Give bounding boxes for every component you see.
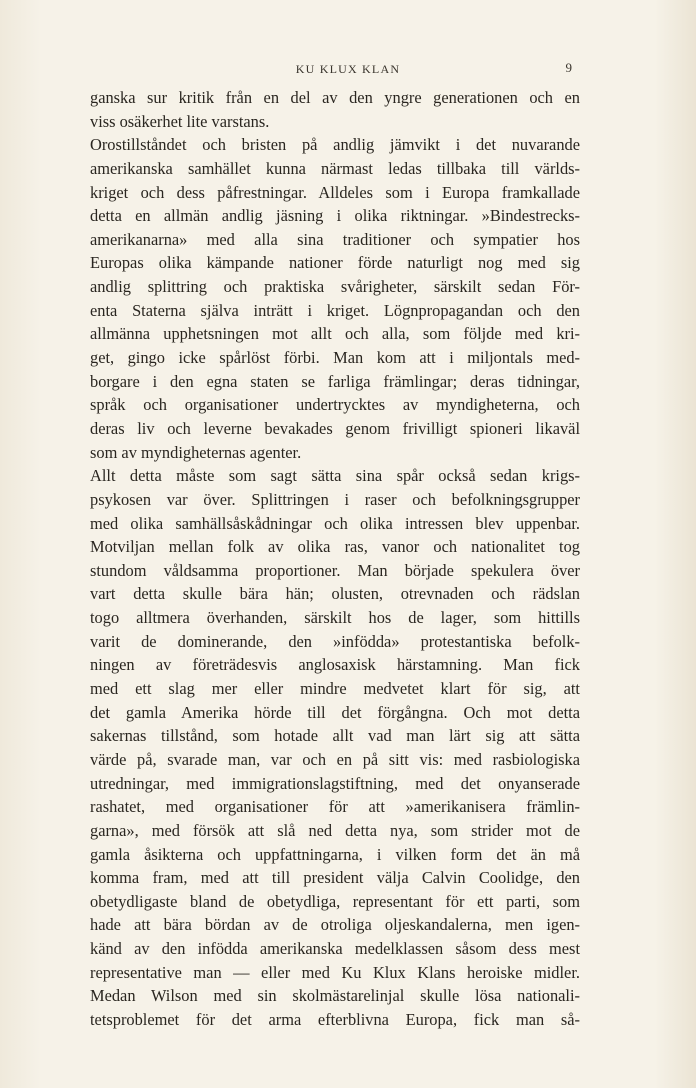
text-line: borgare i den egna staten se farliga främlingar; deras tidningar, xyxy=(90,371,580,391)
text-line: obetydligaste bland de obetydliga, representant för ett parti, som xyxy=(90,891,580,911)
text-line: Allt detta måste som sagt sätta sina spår också sedan krigs- xyxy=(90,466,580,486)
text-line: sakernas tillstånd, som hotade allt vad man lärt sig att sätta xyxy=(90,726,580,746)
text-line: varit de dominerande, den »infödda» protestantiska befolk- xyxy=(90,631,580,651)
text-line: ningen av företrädesvis anglosaxisk härstamning. Man fick xyxy=(90,655,580,675)
text-line: rashatet, med organisationer för att »amerikanisera främlin- xyxy=(90,797,580,817)
text-line: Orostillståndet och bristen på andlig jämvikt i det nuvarande xyxy=(90,135,580,155)
text-line: med olika samhällsåskådningar och olika intressen blev uppenbar. xyxy=(90,513,580,533)
text-line: enta Staterna själva inträtt i kriget. Lögnpropagandan och den xyxy=(90,300,580,320)
text-line: amerikanska samhället kunna närmast ledas tillbaka till världs- xyxy=(90,158,580,178)
text-line: Motviljan mellan folk av olika ras, vanor och nationalitet tog xyxy=(90,537,580,557)
text-line: komma fram, med att till president välja Calvin Coolidge, den xyxy=(90,868,580,888)
text-line: vart detta skulle bära hän; olusten, otrevnaden och rädslan xyxy=(90,584,580,604)
text-line: deras liv och leverne bevakades genom frivilligt spioneri likaväl xyxy=(90,418,580,438)
text-line: ganska sur kritik från en del av den yngre generationen och en xyxy=(90,88,580,107)
text-line: detta en allmän andlig jäsning i olika riktningar. »Bindestrecks- xyxy=(90,206,580,226)
text-line: det gamla Amerika hörde till det förgångna. Och mot detta xyxy=(90,702,580,722)
text-line: kriget och dess påfrestningar. Alldeles som i Europa framkallade xyxy=(90,182,580,202)
text-line: Medan Wilson med sin skolmästarelinjal skulle lösa nationali- xyxy=(90,986,580,1006)
text-line: psykosen var över. Splittringen i raser och befolkningsgrupper xyxy=(90,489,580,509)
text-line: som av myndigheternas agenter. xyxy=(90,442,302,462)
text-line: utredningar, med immigrationslagstiftning, med det onyanserade xyxy=(90,773,580,793)
text-line: viss osäkerhet lite varstans. xyxy=(90,111,270,131)
text-line: representative man — eller med Ku Klux Klans heroiske midler. xyxy=(90,962,580,982)
body-text xyxy=(90,86,580,1032)
text-line: get, gingo icke spårlöst förbi. Man kom att i miljontals med- xyxy=(90,348,580,368)
text-line: med ett slag mer eller mindre medvetet klart för sig, att xyxy=(90,679,580,699)
text-line: garna», med försök att slå ned detta nya, som strider mot de xyxy=(90,820,580,840)
running-title: KU KLUX KLAN xyxy=(295,62,401,76)
text-line: känd av den infödda amerikanska medelklassen såsom dess mest xyxy=(90,939,580,959)
text-line: amerikanarna» med alla sina traditioner och sympatier hos xyxy=(90,229,580,249)
page-header xyxy=(0,62,696,82)
text-line: gamla åsikterna och uppfattningarna, i vilken form det än må xyxy=(90,844,580,864)
text-line: Europas olika kämpande nationer förde naturligt nog med sig xyxy=(90,253,580,273)
text-line: värde på, svarade man, var och en på sitt vis: med rasbiologiska xyxy=(90,749,580,769)
page-number: 9 xyxy=(565,60,572,75)
text-line: andlig splittring och praktiska svårigheter, särskilt sedan För- xyxy=(90,277,580,297)
text-line: tetsproblemet för det arma efterblivna Europa, fick man så- xyxy=(90,1009,580,1029)
text-line: togo alltmera överhanden, särskilt hos de lager, som hittills xyxy=(90,608,580,628)
text-line: stundom våldsamma proportioner. Man började spekulera över xyxy=(90,560,580,580)
text-line: allmänna upphetsningen mot allt och alla, som följde med kri- xyxy=(90,324,580,344)
text-line: hade att bära bördan av de otroliga oljeskandalerna, men igen- xyxy=(90,915,580,935)
text-line: språk och organisationer undertrycktes av myndigheterna, och xyxy=(90,395,580,415)
